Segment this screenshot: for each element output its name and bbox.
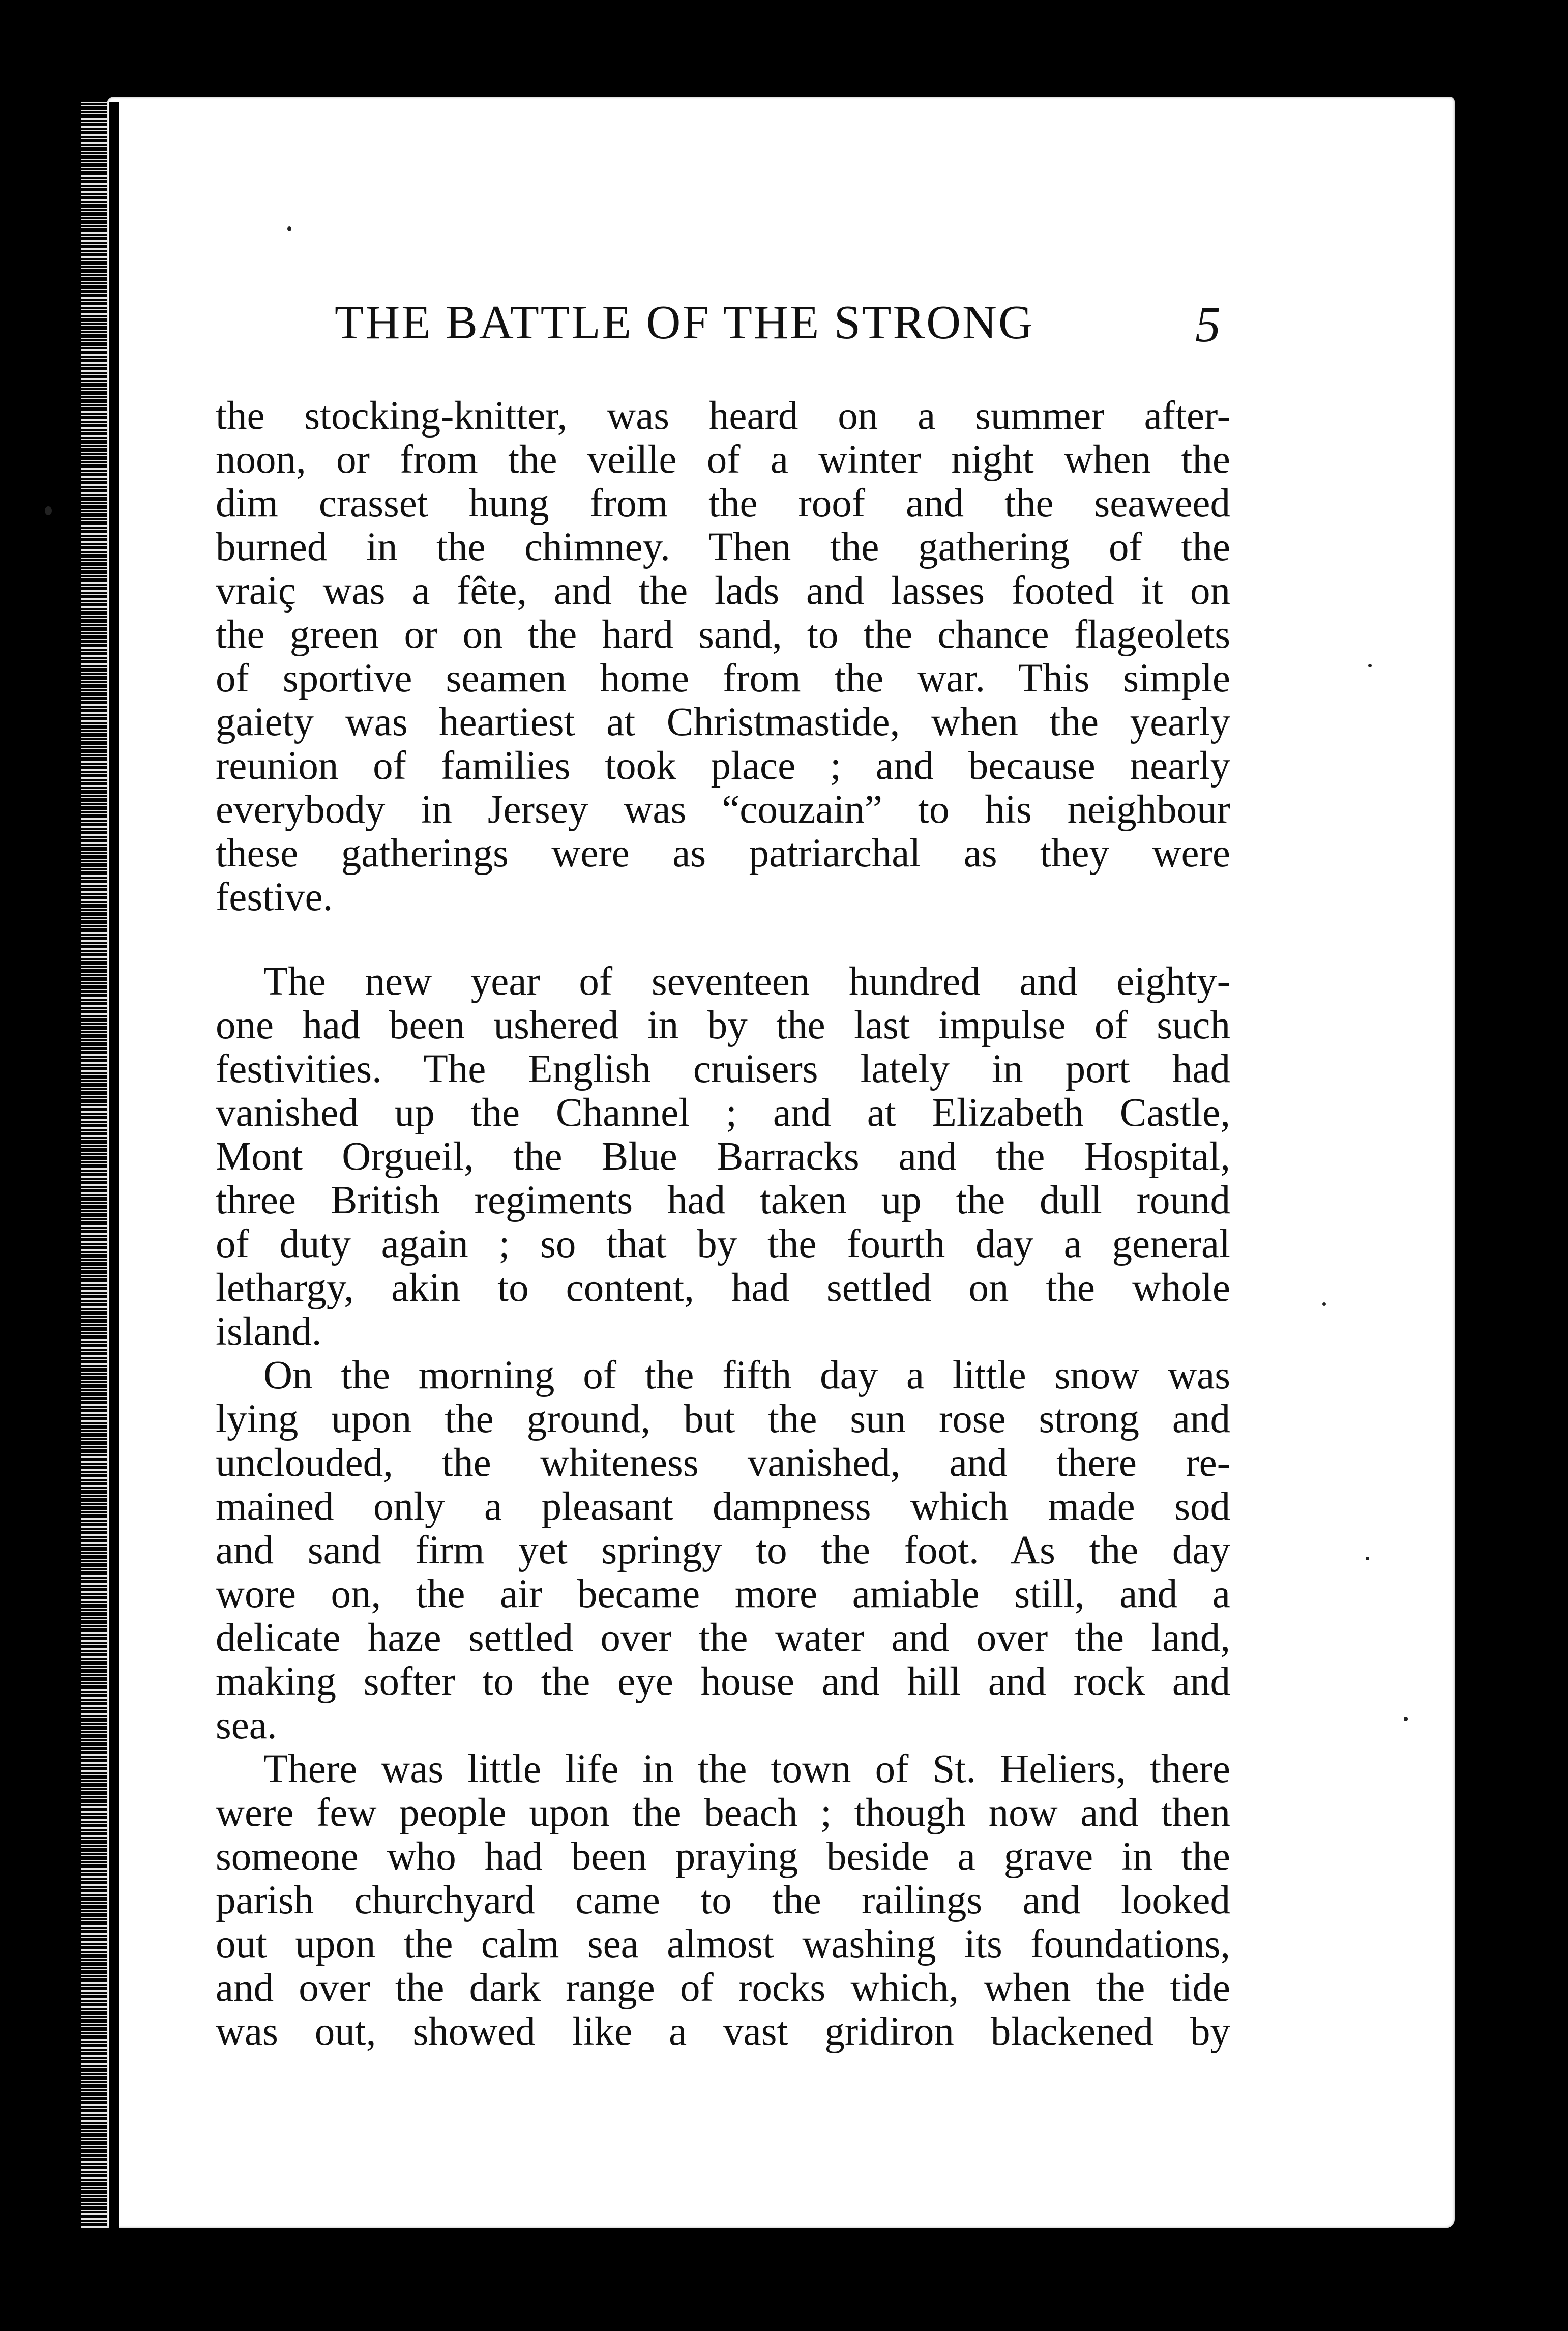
text-line: one had been ushered in by the last impulse of such	[216, 1003, 1230, 1047]
text-line: burned in the chimney. Then the gathering of the	[216, 525, 1230, 569]
text-line: reunion of families took place ; and because nearly	[216, 744, 1230, 788]
text-line: were few people upon the beach ; though now and then	[216, 1791, 1230, 1835]
text-line: lying upon the ground, but the sun rose strong and	[216, 1397, 1230, 1441]
text-line: dim crasset hung from the roof and the seaweed	[216, 481, 1230, 526]
paragraph-3	[216, 1354, 1230, 1747]
scan-speck	[1368, 664, 1372, 667]
text-line: festivities. The English cruisers lately in port had	[216, 1047, 1230, 1091]
text-line: island.	[216, 1309, 322, 1354]
scan-speck	[1366, 1557, 1369, 1560]
text-line: and sand firm yet springy to the foot. As the day	[216, 1528, 1230, 1572]
text-line: sea.	[216, 1703, 277, 1747]
paragraph-1	[216, 394, 1230, 919]
text-line: vanished up the Channel ; and at Elizabeth Castle,	[216, 1091, 1230, 1135]
text-line: lethargy, akin to content, had settled on the whole	[216, 1266, 1230, 1310]
text-line: the stocking-knitter, was heard on a summer after-	[216, 394, 1230, 438]
scan-speck	[1404, 1717, 1408, 1721]
page-number: 5	[1195, 296, 1221, 353]
text-line: was out, showed like a vast gridiron blackened by	[216, 2009, 1230, 2054]
text-line: three British regiments had taken up the dull round	[216, 1178, 1230, 1222]
text-line: noon, or from the veille of a winter night when the	[216, 438, 1230, 482]
paragraph-2	[216, 960, 1230, 1354]
text-line: these gatherings were as patriarchal as they were	[216, 831, 1230, 876]
text-line: vraiç was a fête, and the lads and lasses footed it on	[216, 569, 1230, 613]
scan-speck	[287, 226, 291, 231]
text-line: unclouded, the whiteness vanished, and there re-	[216, 1441, 1230, 1485]
text-line: mained only a pleasant dampness which made sod	[216, 1484, 1230, 1529]
body-text	[216, 394, 1230, 2054]
text-line: On the morning of the fifth day a little snow was	[263, 1353, 1230, 1397]
scan-speck	[1322, 1302, 1326, 1306]
text-line: of duty again ; so that by the fourth day a general	[216, 1222, 1230, 1266]
text-line: parish churchyard came to the railings and looked	[216, 1878, 1230, 1922]
text-line: gaiety was heartiest at Christmastide, when the yearly	[216, 700, 1230, 744]
text-line: the green or on the hard sand, to the chance flageolets	[216, 613, 1230, 657]
paragraph-gap	[216, 919, 1230, 960]
text-line: someone who had been praying beside a grave in the	[216, 1834, 1230, 1879]
text-line: The new year of seventeen hundred and eighty-	[263, 959, 1230, 1004]
text-line: There was little life in the town of St. Heliers, there	[263, 1747, 1230, 1791]
book-spine-edge	[109, 102, 119, 2228]
paragraph-4	[216, 1747, 1230, 2054]
text-line: festive.	[216, 875, 333, 919]
text-line: of sportive seamen home from the war. This simple	[216, 656, 1230, 701]
text-line: delicate haze settled over the water and over the land,	[216, 1616, 1230, 1660]
text-line: out upon the calm sea almost washing its foundations,	[216, 1922, 1230, 1966]
scan-speck	[45, 506, 52, 515]
text-line: Mont Orgueil, the Blue Barracks and the Hospital,	[216, 1134, 1230, 1179]
text-line: and over the dark range of rocks which, when the tide	[216, 1966, 1230, 2010]
running-head-title: THE BATTLE OF THE STRONG	[335, 296, 1034, 349]
text-line: wore on, the air became more amiable still, and a	[216, 1572, 1230, 1616]
text-line: everybody in Jersey was “couzain” to his neighbour	[216, 788, 1230, 832]
text-line: making softer to the eye house and hill and rock and	[216, 1659, 1230, 1704]
